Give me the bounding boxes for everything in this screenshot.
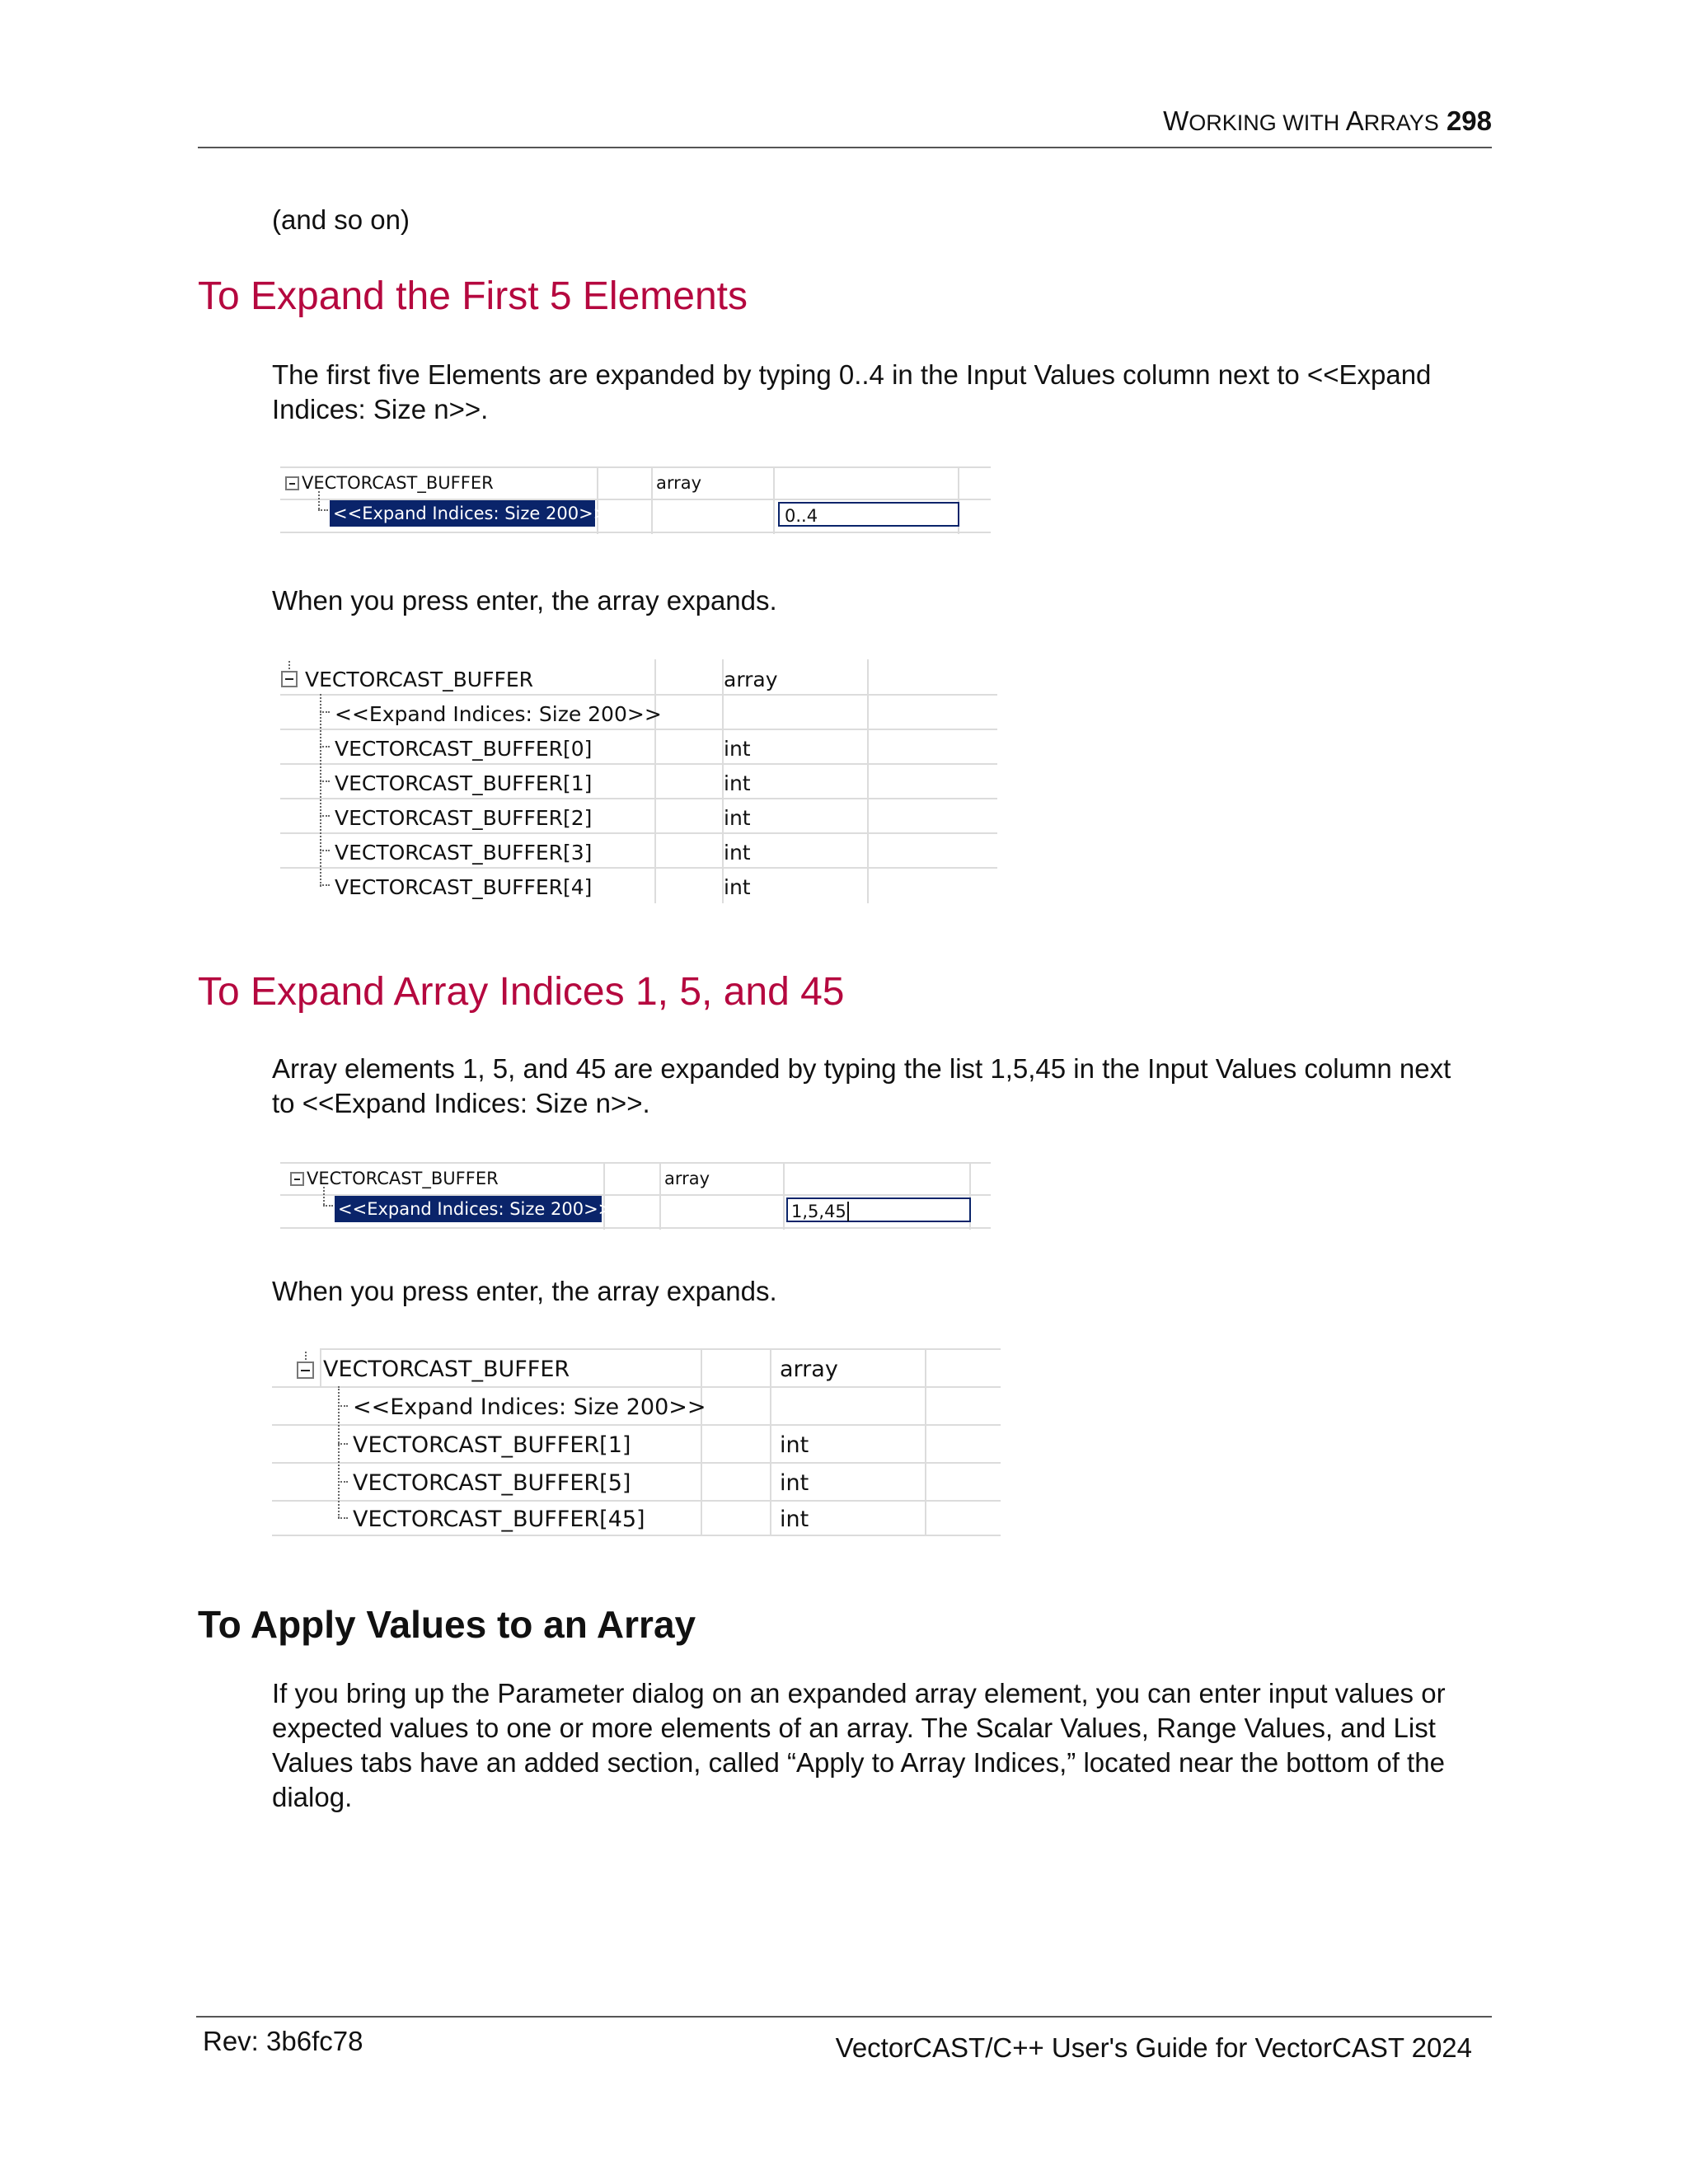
tree-row-expand[interactable]: [280, 694, 997, 729]
running-header: [1163, 105, 1492, 137]
element-name: VECTORCAST_BUFFER[1]: [353, 1432, 631, 1458]
element-type: int: [724, 737, 751, 761]
tree-row-root[interactable]: [280, 466, 991, 499]
array-name: VECTORCAST_BUFFER: [305, 668, 534, 691]
expand-indices-item: <<Expand Indices: Size 200>>: [353, 1394, 706, 1420]
element-type: int: [724, 806, 751, 830]
tree-row-element[interactable]: [272, 1500, 1001, 1535]
section-paragraph: Array elements 1, 5, and 45 are expanded by typing the list 1,5,45 in the Input Values column next to <<Expand Indices: Size n>>.: [272, 1053, 1451, 1118]
intro-text: (and so on): [272, 204, 410, 235]
array-type: array: [664, 1169, 710, 1188]
input-value-text: 1,5,45: [791, 1202, 849, 1221]
element-type: int: [724, 771, 751, 795]
array-name: VECTORCAST_BUFFER: [323, 1357, 570, 1382]
array-type: array: [780, 1357, 838, 1382]
section-title-part: ORKING WITH: [1189, 110, 1346, 135]
section-paragraph: The first five Elements are expanded by typing 0..4 in the Input Values column next to <<Expand Indices: Size n>>.: [272, 359, 1432, 424]
element-name: VECTORCAST_BUFFER[0]: [335, 737, 593, 761]
element-type: int: [724, 875, 751, 899]
element-name: VECTORCAST_BUFFER[4]: [335, 875, 593, 899]
tree-row-expand[interactable]: [280, 1194, 991, 1227]
tree-row-element[interactable]: [272, 1424, 1001, 1462]
tree-row-expand[interactable]: [272, 1386, 1001, 1424]
result-text: When you press enter, the array expands.: [272, 1276, 777, 1306]
footer-document-title: VectorCAST/C++ User's Guide for VectorCAST 2024: [835, 2032, 1472, 2063]
input-value-field[interactable]: [786, 1197, 971, 1222]
input-value-field[interactable]: [778, 502, 959, 527]
array-type: array: [724, 668, 778, 691]
array-input-tree: [280, 1162, 991, 1230]
tree-row-element[interactable]: [272, 1462, 1001, 1500]
element-name: VECTORCAST_BUFFER[45]: [353, 1507, 645, 1532]
result-text: When you press enter, the array expands.: [272, 585, 777, 616]
page-number: 298: [1446, 105, 1492, 136]
footer-revision: Rev: 3b6fc78: [203, 2026, 363, 2056]
tree-row-element[interactable]: [280, 798, 997, 832]
section-heading: To Expand Array Indices 1, 5, and 45: [198, 970, 845, 1014]
section-title-initial: W: [1163, 105, 1189, 136]
section-title-part: RRAYS: [1363, 110, 1439, 135]
section-title-initial: A: [1345, 105, 1364, 136]
element-type: int: [780, 1432, 809, 1458]
array-name: VECTORCAST_BUFFER: [302, 473, 494, 493]
element-type: int: [780, 1470, 809, 1496]
footer-rule: [196, 2016, 1492, 2018]
array-input-tree: [280, 466, 991, 534]
array-expanded-tree: [272, 1348, 1001, 1536]
element-type: int: [724, 841, 751, 865]
element-name: VECTORCAST_BUFFER[3]: [335, 841, 593, 865]
section-heading: To Expand the First 5 Elements: [198, 274, 748, 318]
array-expanded-tree: [280, 659, 997, 903]
tree-row-expand[interactable]: [280, 499, 991, 532]
header-rule: [198, 147, 1492, 148]
tree-row-element[interactable]: [280, 763, 997, 798]
element-name: VECTORCAST_BUFFER[2]: [335, 806, 593, 830]
tree-row-element[interactable]: [280, 832, 997, 867]
array-type: array: [656, 473, 702, 493]
tree-row-root[interactable]: [280, 1162, 991, 1194]
expand-indices-item: <<Expand Indices: Size 200>>: [335, 702, 662, 726]
tree-row-element[interactable]: [280, 729, 997, 763]
element-name: VECTORCAST_BUFFER[5]: [353, 1470, 631, 1496]
expand-indices-item[interactable]: <<Expand Indices: Size 200>>: [330, 500, 595, 527]
section-paragraph: If you bring up the Parameter dialog on an expanded array element, you can enter input values or expected values to one or more elements of an array. The Scalar Values, Range Values, and List Values tabs have an added section, called “Apply to Array Indices,” located near the bottom of the dialog.: [272, 1678, 1446, 1812]
tree-row-root[interactable]: [280, 659, 997, 694]
section-heading: To Apply Values to an Array: [198, 1603, 696, 1646]
expand-indices-item[interactable]: <<Expand Indices: Size 200>>: [335, 1196, 602, 1222]
tree-row-element[interactable]: [280, 867, 997, 902]
tree-row-root[interactable]: [272, 1348, 1001, 1386]
array-name: VECTORCAST_BUFFER: [307, 1169, 499, 1188]
element-name: VECTORCAST_BUFFER[1]: [335, 771, 593, 795]
element-type: int: [780, 1507, 809, 1532]
input-value-text: 0..4: [785, 506, 818, 526]
